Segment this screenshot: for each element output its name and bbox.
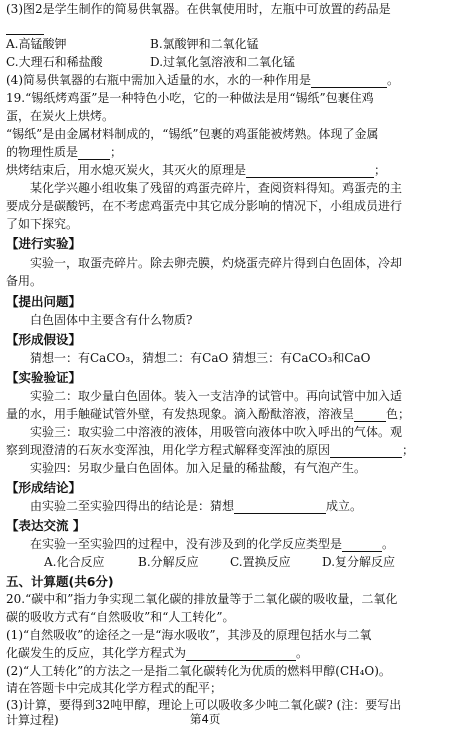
q3-answer-blank — [6, 20, 44, 35]
q3-stem: (3)图2是学生制作的简易供氧器。在供氧使用时，左瓶中可放置的药品是 — [6, 2, 391, 16]
verification-line-5: 实验四：另取少量白色固体。加入足量的稀盐酸，有气泡产生。 — [30, 461, 367, 475]
q3-option-c: C.大理石和稀盐酸 — [6, 55, 103, 69]
q3-option-a: A.高锰酸钾 — [6, 37, 67, 51]
q20-line-4-text: 化碳发生的反应，其化学方程式为 — [6, 646, 187, 660]
q3-option-d: D.过氧化氢溶液和二氧化锰 — [150, 55, 296, 69]
verification-line-3: 实验三：取实验二中溶液的液体，用吸管向液体中吹入呼出的气体。观 — [30, 425, 403, 439]
q19-line-5-end: ； — [374, 163, 387, 177]
q20-line-3: (1)“自然吸收”的途径之一是“海水吸收”，其涉及的原理包括水与二氧 — [6, 628, 372, 642]
expression-option-a: A.化合反应 — [44, 555, 105, 569]
verification-line-2 — [6, 407, 410, 422]
q4-line — [6, 73, 399, 88]
q20-line-4-end: 。 — [296, 646, 309, 660]
expression-line-1-text: 在实验一至实验四的过程中，没有涉及到的化学反应类型是 — [30, 537, 343, 551]
expression-line-1 — [30, 537, 394, 552]
q19-line-5-text: 烘烤结束后，用水熄灭炭火，其灭火的原理是 — [6, 163, 247, 177]
verification-line-4-end: ； — [402, 443, 415, 457]
q20-line-2: 碳的吸收方式有“自然吸收”和“人工转化”。 — [6, 610, 235, 624]
conclusion-line-1-end: 成立。 — [326, 499, 363, 513]
q19-line-8: 了如下探究。 — [6, 217, 79, 231]
q3-option-b: B.氯酸钾和二氧化锰 — [150, 37, 259, 51]
conclusion-line-1-text: 由实验二至实验四得出的结论是：猜想 — [30, 499, 235, 513]
q19-line-4 — [6, 145, 122, 160]
q19-line-7: 要成分是碳酸钙，在不考虑鸡蛋壳中其它成分影响的情况下，小组成员进行 — [6, 199, 403, 213]
page-number: 第4页 — [190, 712, 221, 726]
verification-line-1: 实验二：取少量白色固体。装入一支洁净的试管中。再向试管中加入适 — [30, 389, 403, 403]
q19-line-2: 蛋，在炭火上烘烤。 — [6, 109, 115, 123]
verification-line-2-text: 量的水，用手触碰试管外壁，有发热现象。滴入酚酞溶液，溶液呈 — [6, 407, 355, 421]
q4-end: 。 — [387, 73, 400, 87]
experiment-heading: 【进行实验】 — [6, 236, 82, 251]
expression-option-b: B.分解反应 — [138, 555, 199, 569]
question-line-1: 白色固体中主要含有什么物质? — [30, 313, 193, 327]
q20-line-8: 计算过程) — [6, 713, 59, 727]
section-5-heading: 五、计算题(共6分) — [6, 574, 114, 589]
hypothesis-line-1: 猜想一：有CaCO₃，猜想二：有CaO 猜想三：有CaCO₃和CaO — [30, 351, 371, 365]
expression-option-c: C.置换反应 — [230, 555, 291, 569]
verification-line-4-text: 察到现澄清的石灰水变浑浊，用化学方程式解释变浑浊的原因 — [6, 443, 331, 457]
q20-line-7: (3)计算，要得到32吨甲醇，理论上可以吸收多少吨二氧化碳? (注：要写出 — [6, 698, 402, 712]
expression-line-1-end: 。 — [382, 537, 395, 551]
hypothesis-heading: 【形成假设】 — [6, 332, 82, 347]
expression-option-d: D.复分解反应 — [322, 555, 396, 569]
q19-line-5 — [6, 163, 386, 178]
conclusion-line-1 — [30, 499, 362, 514]
q19-line-6: 某化学兴趣小组收集了残留的鸡蛋壳碎片，查阅资料得知。鸡蛋壳的主 — [30, 181, 403, 195]
verification-line-4 — [6, 443, 414, 458]
verification-line-2-end: 色； — [386, 407, 411, 421]
experiment-line-1: 实验一，取蛋壳碎片。除去卵壳膜，灼烧蛋壳碎片得到白色固体，冷却 — [30, 256, 403, 270]
q19-line-1: 19.“锡纸烤鸡蛋”是一种特色小吃，它的一种做法是用“锡纸”包裹住鸡 — [6, 91, 374, 105]
q20-line-1: 20.“碳中和”指力争实现二氧化碳的排放量等于二氧化碳的吸收量，二氧化 — [6, 592, 398, 606]
conclusion-heading: 【形成结论】 — [6, 480, 82, 495]
q4-text: (4)简易供氧器的右瓶中需加入适量的水，水的一种作用是 — [6, 73, 312, 87]
q20-line-6: 请在答题卡中完成其化学方程式的配平； — [6, 681, 223, 695]
q19-line-4-text: 的物理性质是 — [6, 145, 79, 159]
q20-line-4 — [6, 646, 308, 661]
q19-line-4-end: ； — [110, 145, 123, 159]
expression-heading: 【表达交流 】 — [6, 518, 86, 533]
question-heading: 【提出问题】 — [6, 294, 82, 309]
q20-line-5: (2)“人工转化”的方法之一是指二氧化碳转化为优质的燃料甲醇(CH₄O)。 — [6, 664, 391, 678]
q19-line-3: “锡纸”是由金属材料制成的，“锡纸”包裹的鸡蛋能被烤熟。体现了金属 — [6, 127, 379, 141]
verification-heading: 【实验验证】 — [6, 370, 82, 385]
experiment-line-2: 备用。 — [6, 274, 43, 288]
